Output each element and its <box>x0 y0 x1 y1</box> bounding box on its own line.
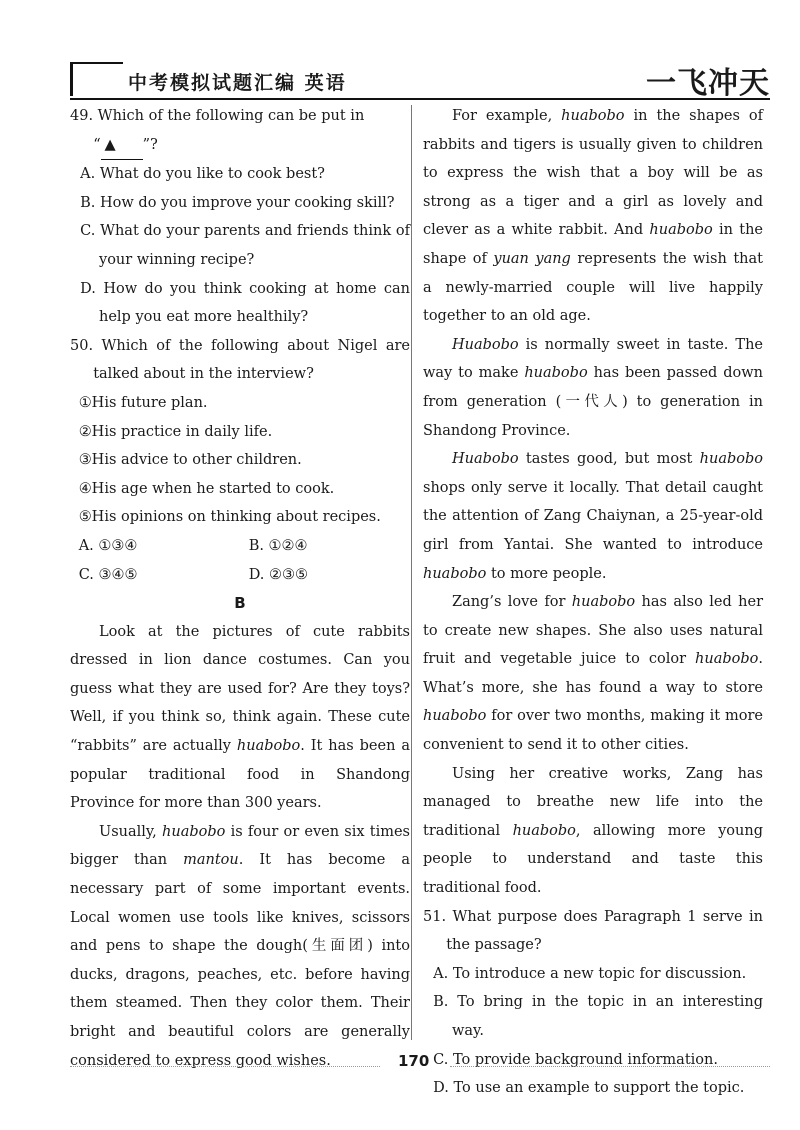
question-50-item: ③His advice to other children. <box>78 452 302 469</box>
question-50-choice-b: B. ①②④ <box>248 537 308 554</box>
page-number: 170 <box>398 1052 430 1070</box>
question-51-option-d: D. To use an example to support the topic. <box>433 1080 745 1097</box>
question-49-option-c: C. What do your parents and friends think of your winning recipe? <box>80 223 410 268</box>
passage-paragraph-2: Usually, huabobo is four or even six times bigger than mantou. It has become a necessary part of some important events. Local women use tools like knives, scissors and pens to shape the dough(生面团) into ducks, dragons, peaches, etc. before having them steamed. Then they color them. Their bright and beautiful colors are generally considered to express good wishes. <box>70 823 410 1069</box>
question-51-stem: 51. What purpose does Paragraph 1 serve in the passage? <box>423 908 763 954</box>
passage-paragraph-1: Look at the pictures of cute rabbits dressed in lion dance costumes. Can you guess what they are used for? Are they toys? Well, if you think so, think again. These cute “rabbits” are actually huabobo. It has been a popular traditional food in Shandong Province for more than 300 years. <box>70 623 411 812</box>
passage-paragraph-6: Zang’s love for huabobo has also led her to create new shapes. She also uses natural fruit and vegetable juice to color huabobo. What’s more, she has found a way to store huabobo for over two months, making it more convenient to send it to other cities. <box>423 594 763 754</box>
passage-paragraph-7: Using her creative works, Zang has managed to breathe new life into the traditional huabobo, allowing more young people to understand and taste this traditional food. <box>423 765 763 897</box>
question-50-stem: 50. Which of the following about Nigel are talked about in the interview? <box>70 337 410 383</box>
question-51-option-c: C. To provide background information. <box>433 1051 718 1068</box>
brand-title: 一飞冲天 <box>646 66 770 101</box>
question-50-choice-c: C. ③④⑤ <box>78 566 138 583</box>
passage-paragraph-3: For example, huabobo in the shapes of rabbits and tigers is usually given to children to express the wish that a boy will be as strong as a tiger and a girl as lovely and clever as a white rabbit. And huabobo in the shape of yuan yang represents the wish that a newly-married couple will live happily together to an old age. <box>423 108 763 325</box>
question-49 <box>70 102 410 332</box>
right-column <box>423 102 763 1103</box>
footer-rule-left <box>70 1066 380 1067</box>
question-50-item: ②His practice in daily life. <box>78 423 273 440</box>
question-50-item: ④His age when he started to cook. <box>78 480 335 497</box>
question-50-choice-a: A. ①③④ <box>78 537 138 554</box>
left-column <box>70 102 410 1075</box>
column-divider <box>411 105 412 1040</box>
question-49-stem: 49. Which of the following can be put in “ ▲ ”? <box>70 102 410 160</box>
question-50 <box>70 332 410 589</box>
question-50-item: ①His future plan. <box>78 394 208 411</box>
footer-rule-right <box>450 1066 770 1067</box>
question-50-item: ⑤His opinions on thinking about recipes. <box>78 509 381 526</box>
question-50-choices-row-2 <box>70 561 410 590</box>
question-49-option-d: D. How do you think cooking at home can help you eat more healthily? <box>80 280 410 326</box>
question-50-choices-row-1 <box>70 532 410 561</box>
passage-paragraph-4: Huabobo is normally sweet in taste. The way to make huabobo has been passed down from generation (一代人) to generation in Shandong Province. <box>423 336 763 439</box>
page-footer <box>70 1052 770 1082</box>
question-51-option-a: A. To introduce a new topic for discussion. <box>433 965 747 982</box>
book-title: 中考模拟试题汇编 英语 <box>128 72 347 94</box>
question-49-option-b: B. How do you improve your cooking skill? <box>80 194 395 211</box>
header-rule <box>70 98 770 100</box>
page-header <box>70 60 770 100</box>
passage-paragraph-5: Huabobo tastes good, but most huabobo shops only serve it locally. That detail caught the attention of Zang Chaiynan, a 25-year-old girl from Yantai. She wanted to introduce huabobo to more people. <box>423 451 763 582</box>
question-50-choice-d: D. ②③⑤ <box>248 566 309 583</box>
series-logo-icon <box>70 62 123 96</box>
section-b-heading: B <box>234 594 246 613</box>
question-51-option-b: B. To bring in the topic in an interesting way. <box>433 994 763 1039</box>
question-49-option-a: A. What do you like to cook best? <box>80 166 325 183</box>
